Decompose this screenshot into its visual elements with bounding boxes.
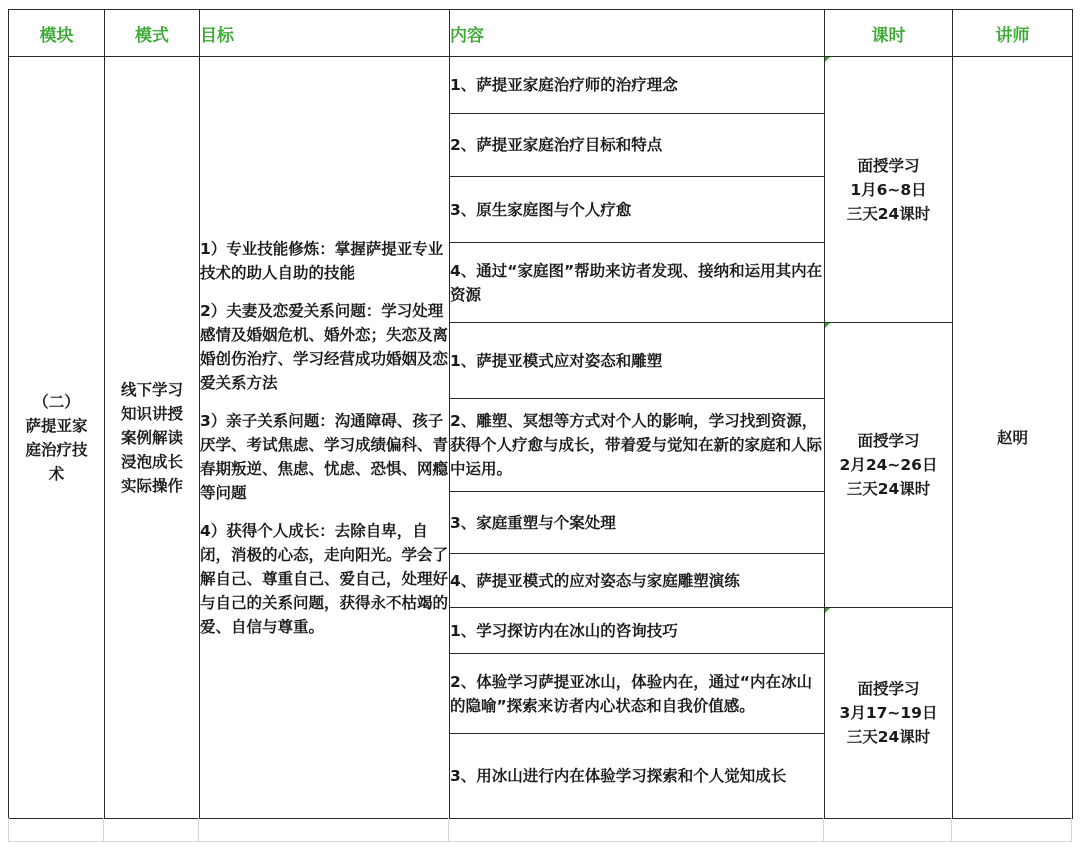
session-duration: 三天24课时	[846, 480, 931, 498]
empty-cell	[8, 818, 104, 842]
mode-cell	[105, 57, 200, 819]
module-line: 术	[48, 464, 65, 483]
goal-item: 4）获得个人成长：去除自卑，自闭，消极的心态，走向阳光。学会了解自己、尊重自己、爱自己，处理好与自己的关系问题，获得永不枯竭的爱、自信与尊重。	[200, 521, 449, 636]
content-item: 1、学习探访内在冰山的咨询技巧	[450, 608, 825, 654]
session-duration: 三天24课时	[846, 204, 931, 223]
module-line: 庭治疗技	[25, 440, 88, 459]
session-dates: 2月24~26日	[839, 456, 938, 474]
module-cell	[9, 57, 105, 819]
session-cell	[825, 608, 953, 819]
session-type: 面授学习	[857, 156, 920, 175]
goal-item: 3）亲子关系问题：沟通障碍、孩子厌学、考试焦虑、学习成绩偏科、青春期叛逆、焦虑、忧虑、恐惧、网瘾等问题	[200, 411, 449, 502]
header-hours: 课时	[825, 10, 953, 57]
empty-cell	[199, 818, 449, 842]
mode-line: 实际操作	[120, 476, 183, 495]
session-dates: 3月17~19日	[839, 704, 938, 722]
mode-line: 案例解读	[120, 428, 183, 447]
teacher-cell: 赵明	[953, 57, 1073, 819]
header-content: 内容	[450, 10, 825, 57]
module-line: （二）	[33, 392, 80, 411]
goals-cell	[200, 57, 450, 819]
goal-item: 2）夫妻及恋爱关系问题：学习处理感情及婚姻危机、婚外恋；失恋及离婚创伤治疗、学习经营成功婚姻及恋爱关系方法	[200, 301, 449, 392]
module-line: 萨提亚家	[25, 416, 88, 435]
content-item: 4、萨提亚模式的应对姿态与家庭雕塑演练	[450, 554, 825, 608]
content-item: 2、体验学习萨提亚冰山，体验内在，通过“内在冰山的隐喻”探索来访者内心状态和自我价值感。	[450, 654, 825, 734]
course-schedule-table	[8, 9, 1073, 819]
header-teacher: 讲师	[953, 10, 1073, 57]
session-type: 面授学习	[857, 432, 920, 450]
content-item: 1、萨提亚家庭治疗师的治疗理念	[450, 57, 825, 114]
mode-line: 线下学习	[120, 380, 183, 399]
session-duration: 三天24课时	[846, 728, 931, 746]
empty-spreadsheet-row	[8, 818, 1072, 842]
content-item: 3、家庭重塑与个案处理	[450, 492, 825, 554]
content-item: 2、萨提亚家庭治疗目标和特点	[450, 114, 825, 177]
header-mode: 模式	[105, 10, 200, 57]
goal-item: 1）专业技能修炼：掌握萨提亚专业技术的助人自助的技能	[200, 239, 444, 282]
session-cell	[825, 57, 953, 323]
mode-line: 知识讲授	[120, 404, 183, 423]
empty-cell	[104, 818, 199, 842]
content-item: 2、雕塑、冥想等方式对个人的影响，学习找到资源，获得个人疗愈与成长，带着爱与觉知在新的家庭和人际中运用。	[450, 399, 825, 492]
content-item: 3、用冰山进行内在体验学习探索和个人觉知成长	[450, 734, 825, 819]
content-item: 1、萨提亚模式应对姿态和雕塑	[450, 323, 825, 399]
session-dates: 1月6~8日	[850, 180, 927, 199]
header-row	[9, 10, 1073, 57]
content-item: 4、通过“家庭图”帮助来访者发现、接纳和运用其内在资源	[450, 243, 825, 323]
mode-line: 浸泡成长	[120, 452, 183, 471]
header-goal: 目标	[200, 10, 450, 57]
table-row	[9, 57, 1073, 114]
empty-cell	[952, 818, 1072, 842]
empty-cell	[824, 818, 952, 842]
session-type: 面授学习	[857, 680, 920, 698]
session-cell	[825, 323, 953, 608]
empty-cell	[449, 818, 824, 842]
content-item: 3、原生家庭图与个人疗愈	[450, 177, 825, 243]
header-module: 模块	[9, 10, 105, 57]
